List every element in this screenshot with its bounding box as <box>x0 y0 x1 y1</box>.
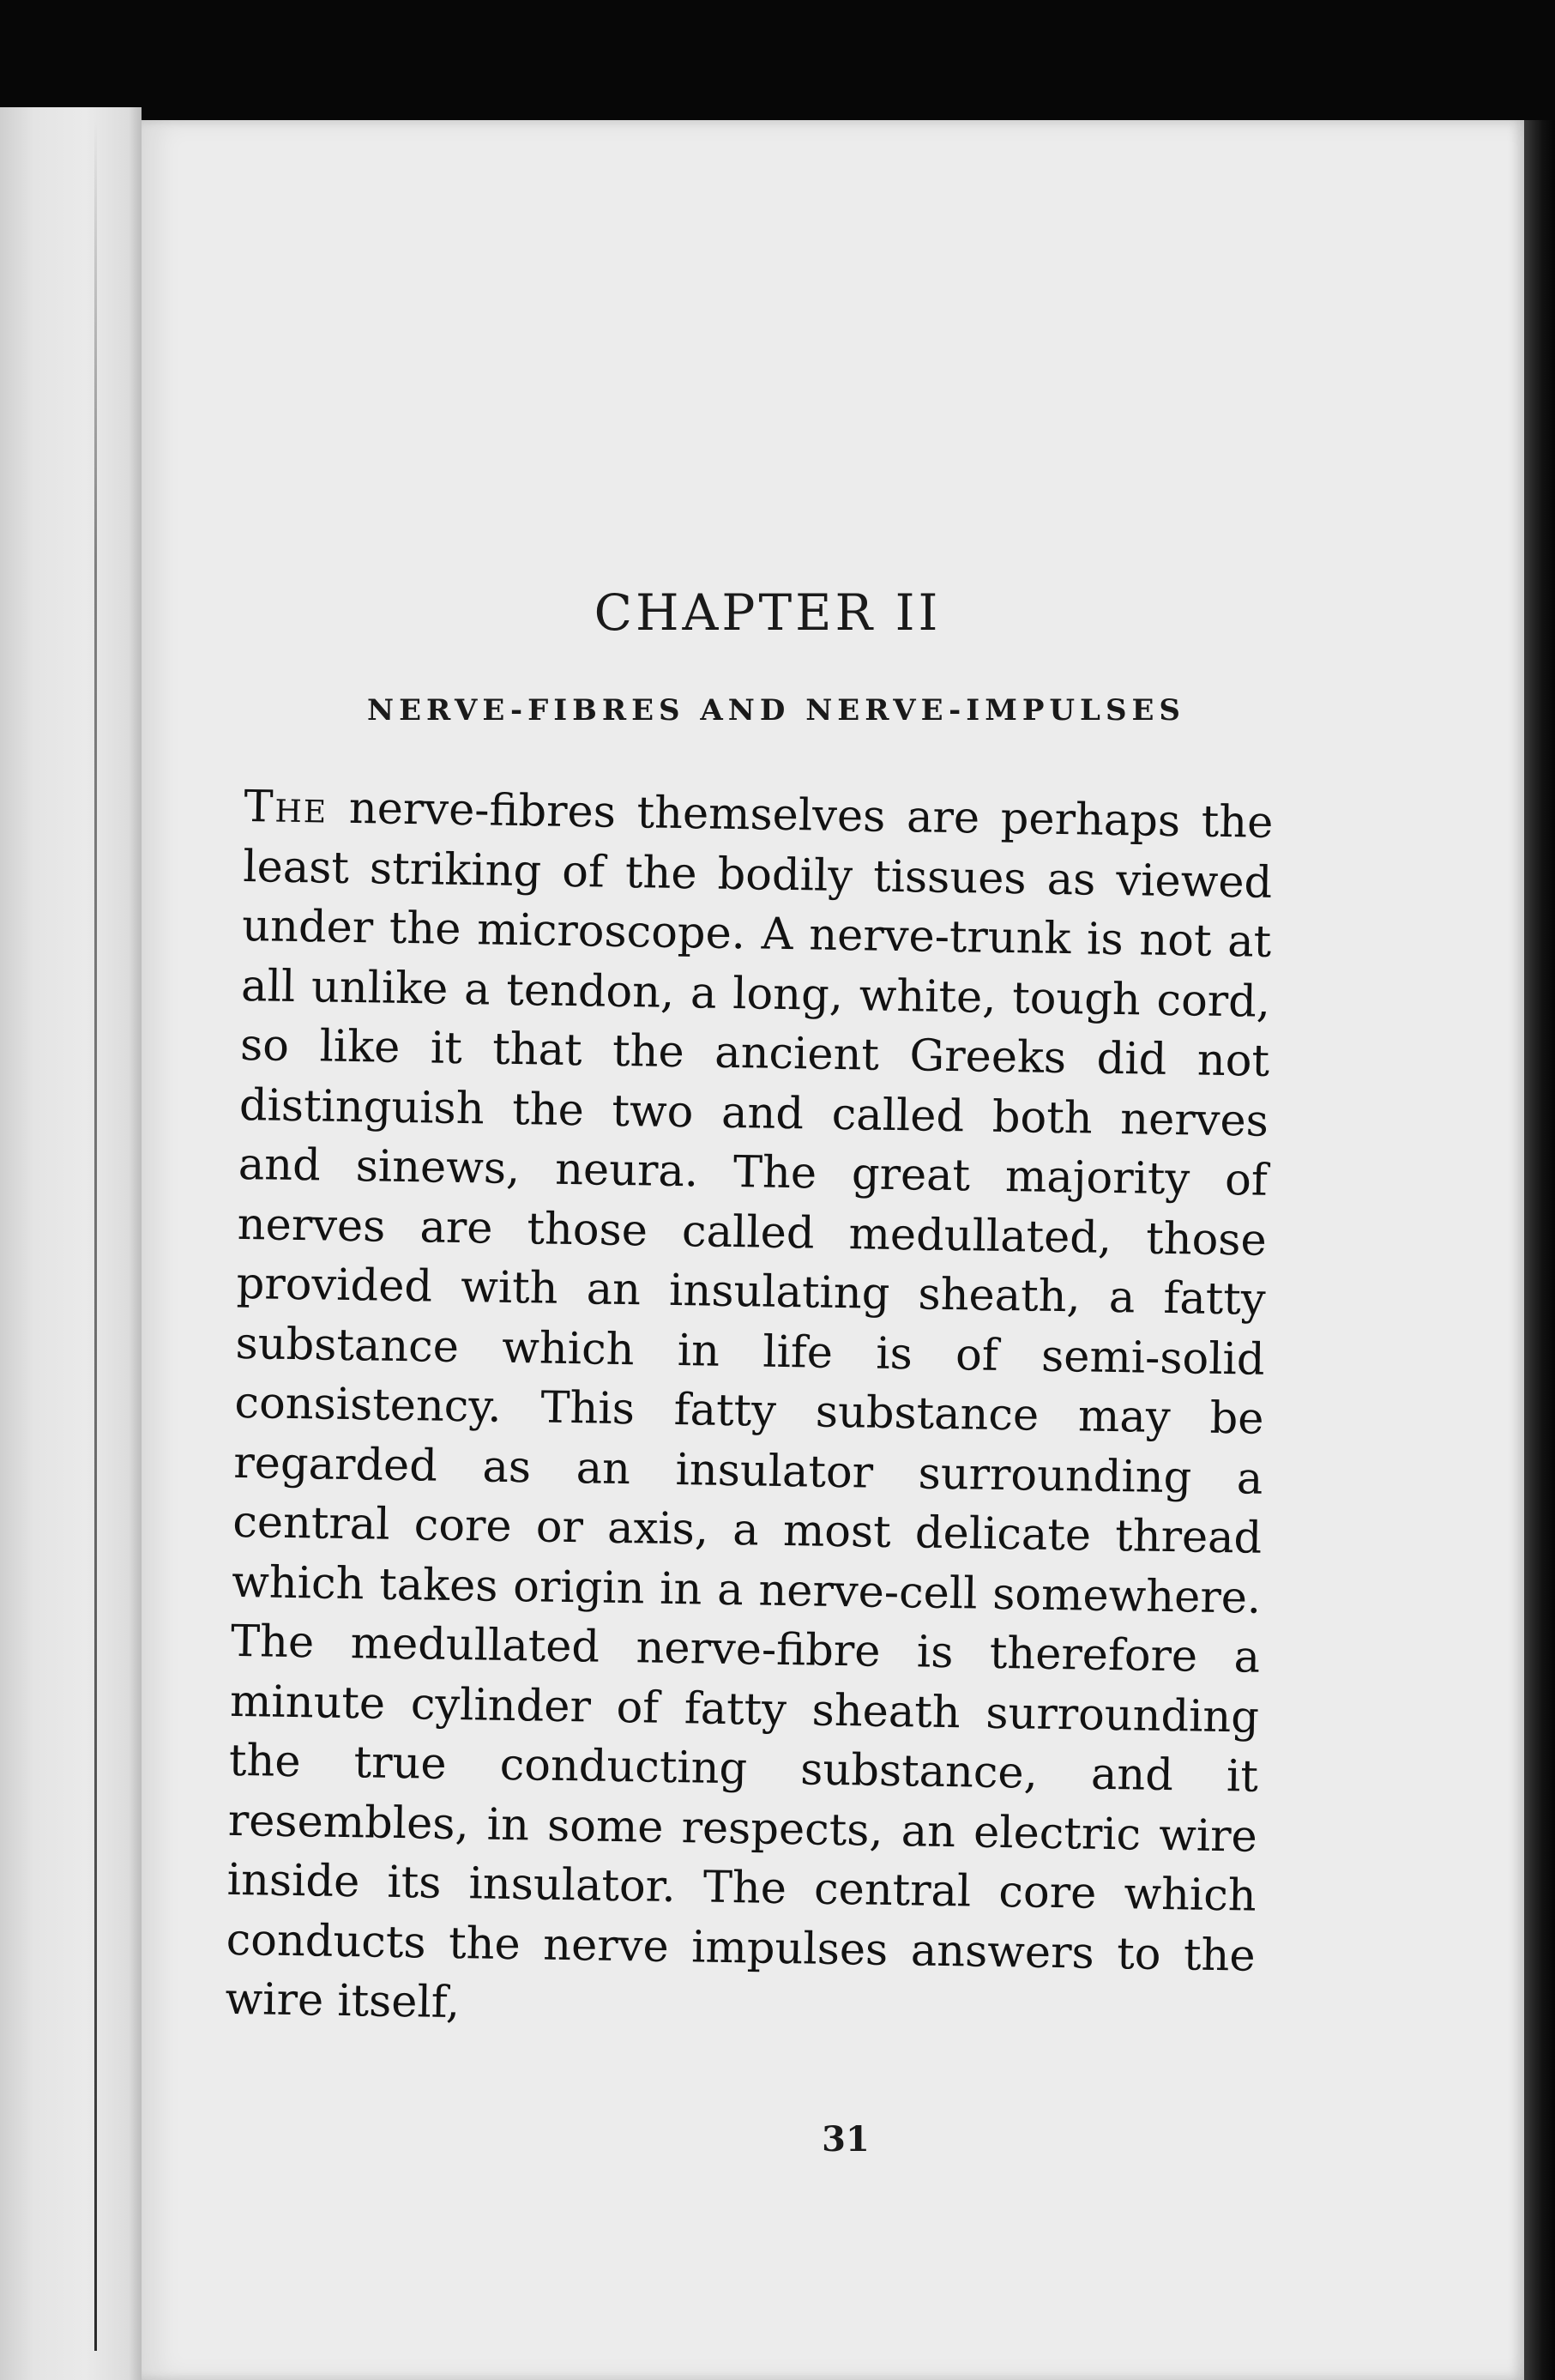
book-spine-gutter <box>0 107 142 2380</box>
opening-word: The <box>243 781 328 834</box>
spine-fold-line <box>94 120 97 2351</box>
chapter-title: CHAPTER II <box>594 583 942 642</box>
chapter-subtitle: NERVE-FIBRES AND NERVE-IMPULSES <box>367 693 1185 728</box>
page-right-edge-shadow <box>1524 120 1555 2380</box>
page-content <box>225 583 1274 2030</box>
page-number: 31 <box>822 2119 870 2160</box>
chapter-body-paragraph <box>225 777 1274 2045</box>
book-page <box>142 120 1524 2380</box>
paragraph-text: nerve-fibres themselves are perhaps the least striking of the bodily tissues as viewed under the microscope. A nerve-trunk is not at all unlike a tendon, a long, white, tough cord, so like it that the ancient Greeks did not distinguish the two and called both nerves and sinews, neura. The great majority of nerves are those called medullated, those provided with an insulating sheath, a fatty substance which in life is of semi-solid consistency. This fatty substance may be regarded as an insulator surrounding a central core or axis, a most delicate thread which takes origin in a nerve-cell somewhere. The medullated nerve-fibre is therefore a minute cylinder of fatty sheath surrounding the true conducting substance, and it resembles, in some respects, an electric wire inside its insulator. The central core which conducts the nerve impulses answers to the wire itself, <box>225 782 1274 2029</box>
